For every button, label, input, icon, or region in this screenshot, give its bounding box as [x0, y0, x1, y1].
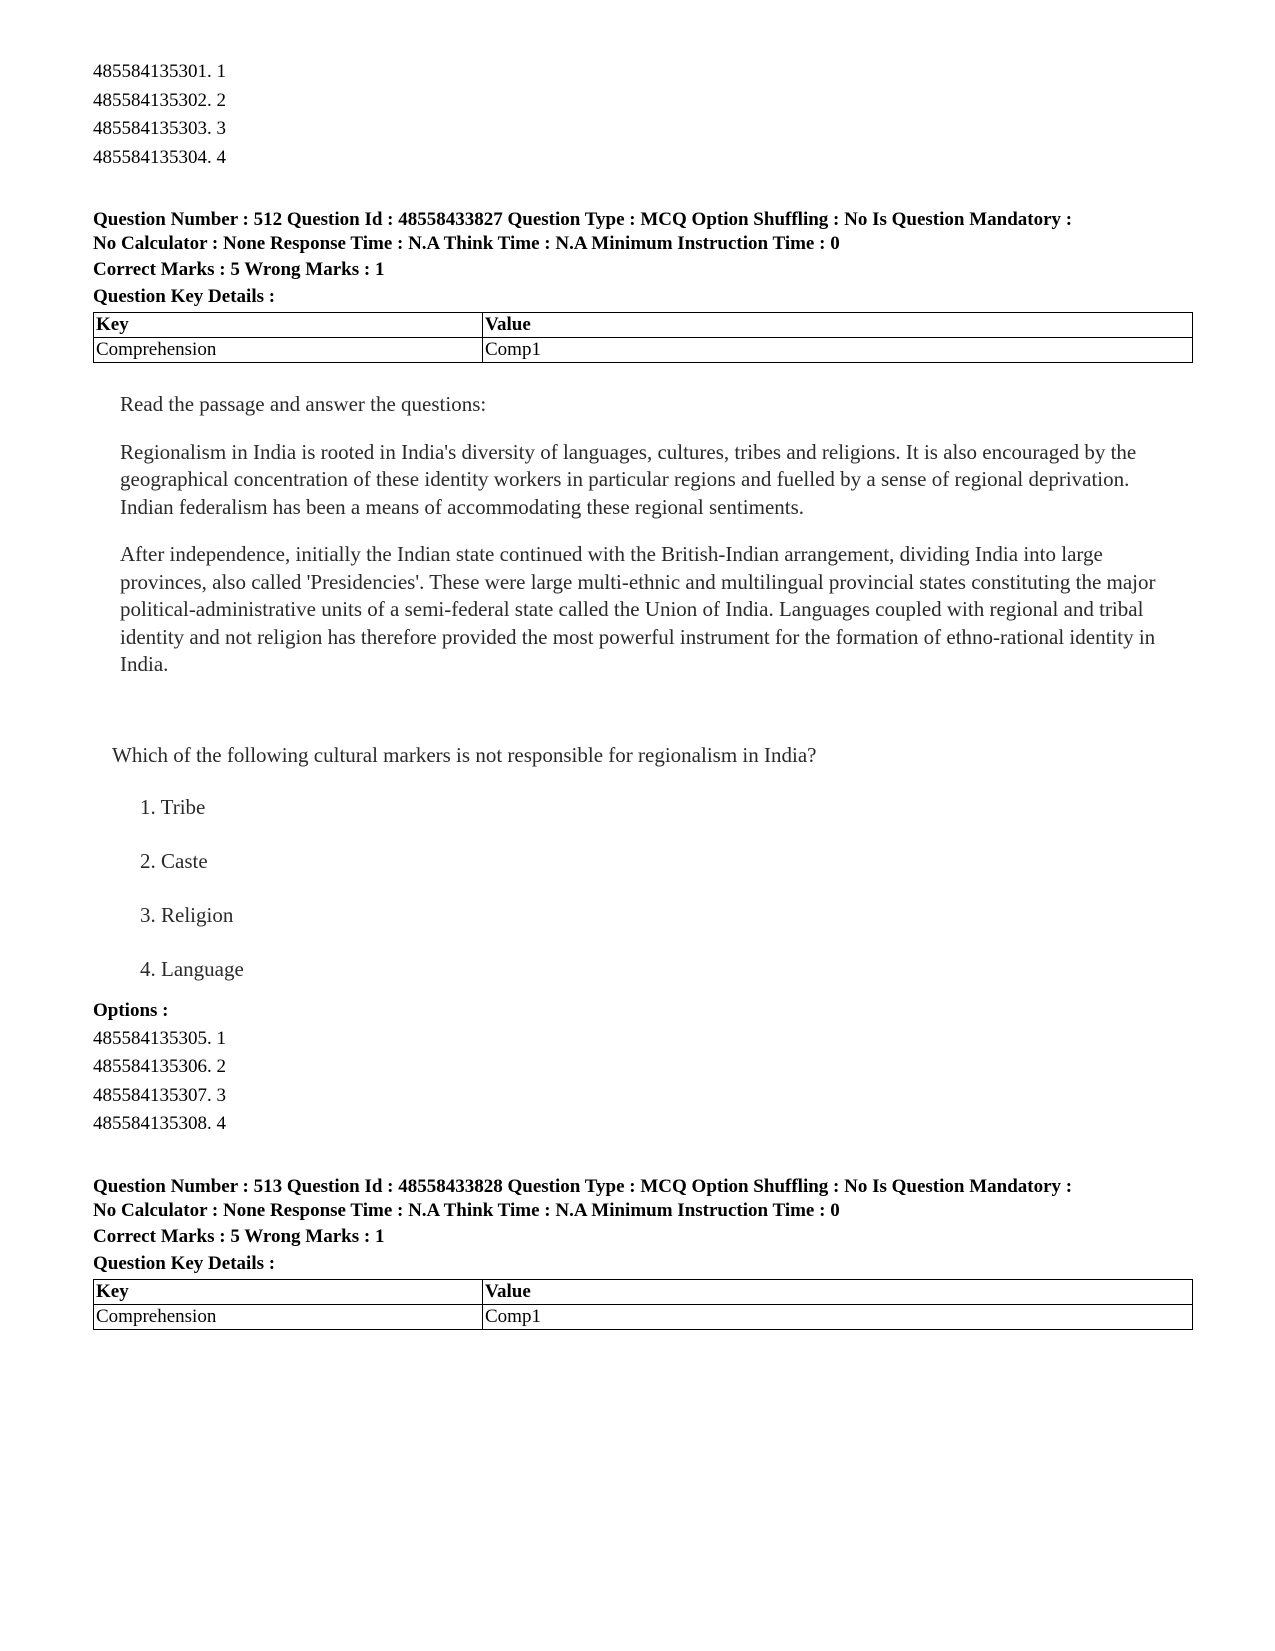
table-header-value: Value	[483, 313, 1193, 338]
option-line: 485584135301. 1	[93, 61, 226, 82]
question-key-details-label: Question Key Details :	[93, 286, 276, 307]
question-header-line1: Question Number : 513 Question Id : 48558433828 Question Type : MCQ Option Shuffling : No Is Question Mandatory :	[93, 1175, 1073, 1197]
question-header-line1: Question Number : 512 Question Id : 48558433827 Question Type : MCQ Option Shuffling : No Is Question Mandatory :	[93, 209, 1073, 230]
options-list	[93, 1025, 1193, 1139]
option-line: 485584135305. 1	[93, 1027, 226, 1049]
table-header-key: Key	[94, 1279, 483, 1304]
answer-choice: 4. Language	[140, 956, 244, 981]
document-page	[93, 58, 1193, 1330]
passage-paragraph-2: After independence, initially the Indian state continued with the British-Indian arrangement, dividing India into large provinces, also called 'Presidencies'. These were large multi-ethnic and multilingual provincial states constituting the major political-administrative units of a semi-federal state called the Union of India. Languages coupled with regional and tribal identity and not religion has therefore provided the most powerful instrument for the formation of ethno-rational identity in India.	[120, 542, 1156, 676]
previous-options-list	[93, 58, 1193, 172]
table-header-value: Value	[483, 1279, 1193, 1304]
option-line: 485584135306. 2	[93, 1056, 226, 1077]
table-header-row	[94, 1279, 1193, 1304]
question-key-table	[93, 1279, 1193, 1330]
answer-choice: 3. Religion	[140, 902, 234, 927]
answer-choices-list	[140, 793, 1193, 1009]
question-key-table	[93, 312, 1193, 363]
option-line: 485584135304. 4	[93, 146, 226, 168]
question-header-line2: No Calculator : None Response Time : N.A Think Time : N.A Minimum Instruction Time : 0	[93, 233, 840, 254]
question-marks: Correct Marks : 5 Wrong Marks : 1	[93, 1225, 385, 1247]
option-line: 485584135303. 3	[93, 118, 226, 139]
table-cell-key: Comprehension	[94, 1304, 483, 1329]
table-cell-value: Comp1	[483, 1304, 1193, 1329]
question-513-block	[93, 1175, 1193, 1330]
table-header-row	[94, 313, 1193, 338]
table-header-key: Key	[94, 313, 483, 338]
answer-choice: 2. Caste	[140, 848, 208, 873]
question-text: Which of the following cultural markers is not responsible for regionalism in India?	[112, 742, 817, 767]
passage-paragraph-1: Regionalism in India is rooted in India's diversity of languages, cultures, tribes and religions. It is also encouraged by the geographical concentration of these identity workers in particular regions and fuelled by a sense of regional deprivation. Indian federalism has been a means of accommodating these regional sentiments.	[120, 439, 1137, 519]
options-label: Options :	[93, 999, 169, 1021]
option-line: 485584135302. 2	[93, 89, 226, 111]
answer-choice: 1. Tribe	[140, 794, 206, 819]
option-line: 485584135308. 4	[93, 1113, 226, 1134]
question-key-details-label: Question Key Details :	[93, 1252, 276, 1274]
table-row	[94, 338, 1193, 363]
question-marks: Correct Marks : 5 Wrong Marks : 1	[93, 259, 385, 280]
passage-intro: Read the passage and answer the questions:	[120, 392, 487, 416]
question-header-line2: No Calculator : None Response Time : N.A Think Time : N.A Minimum Instruction Time : 0	[93, 1199, 840, 1221]
comprehension-passage	[120, 391, 1180, 679]
table-cell-key: Comprehension	[94, 338, 483, 363]
option-line: 485584135307. 3	[93, 1084, 226, 1106]
table-row	[94, 1304, 1193, 1329]
question-512-block	[93, 208, 1193, 1139]
table-cell-value: Comp1	[483, 338, 1193, 363]
